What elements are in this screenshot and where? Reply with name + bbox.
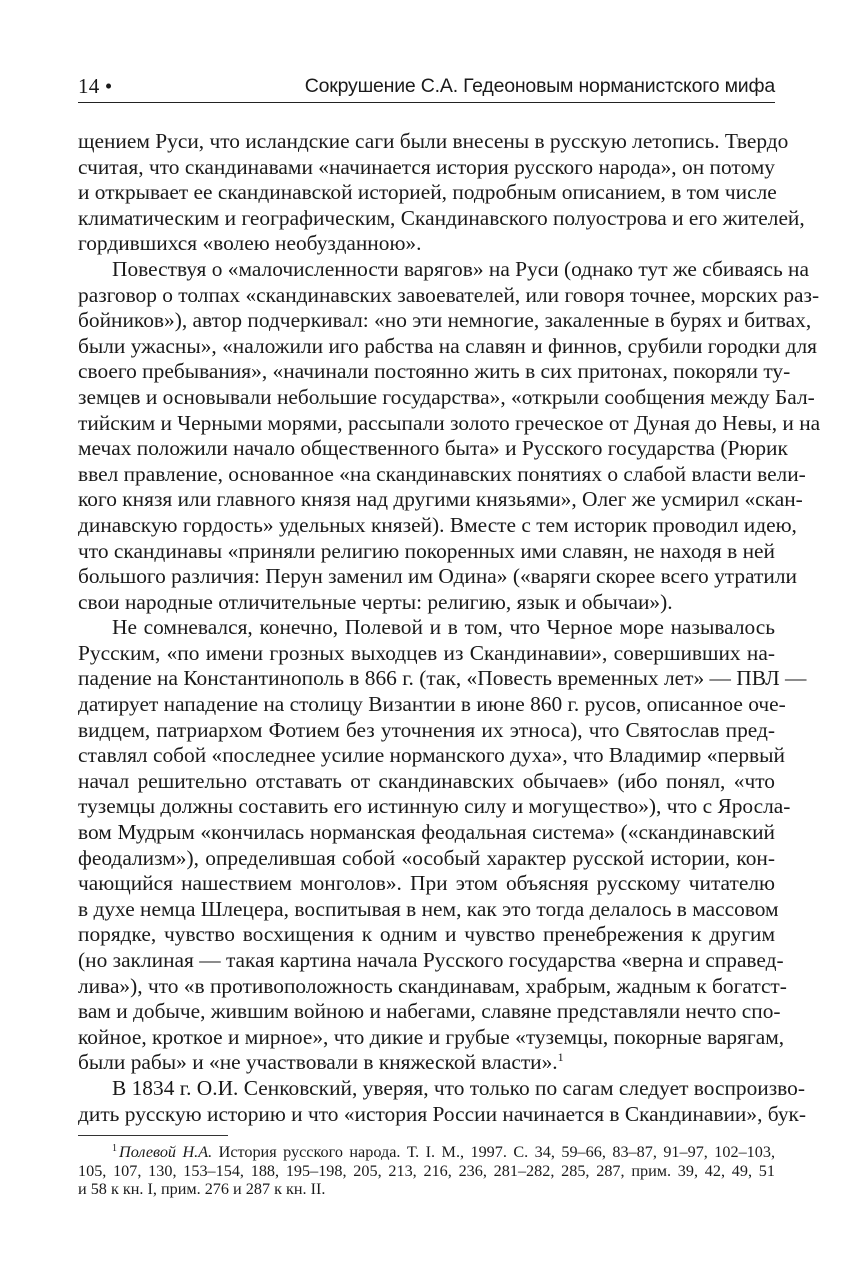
text-line: разговор о толпах «скандинавских завоевателей, или говоря точнее, морских раз- bbox=[78, 282, 820, 307]
text-line: ставлял собой «последнее усилие норманского духа», что Владимир «первый bbox=[78, 743, 785, 768]
text-line: своего пребывания», «начинали постоянно жить в сих притонах, покоряли ту- bbox=[78, 359, 791, 384]
page-number: 14 • bbox=[78, 74, 113, 98]
text-line: туземцы должны составить его истинную силу и могущество»), что с Яросла- bbox=[78, 794, 791, 819]
text-line: вам и добыче, жившим войною и набегами, славяне представляли нечто спо- bbox=[78, 999, 781, 1024]
footnote-author: Полевой Н.А. bbox=[119, 1143, 213, 1161]
text-line: койное, кроткое и мирное», что дикие и грубые «туземцы, покорные варягам, bbox=[78, 1024, 785, 1049]
footnote-line: 105, 107, 130, 153–154, 188, 195–198, 205, 213, 216, 236, 281–282, 285, 287, прим. 39, 42, 49, 51 bbox=[78, 1161, 775, 1180]
text-line: чающийся нашествием монголов». При этом объясняя русскому читателю bbox=[78, 871, 775, 896]
text-line: В 1834 г. О.И. Сенковский, уверяя, что только по сагам следует воспроизво- bbox=[112, 1075, 805, 1100]
footnote-line bbox=[78, 1143, 775, 1162]
text-line: (но заклиная — такая картина начала Русского государства «верна и справед- bbox=[78, 948, 784, 972]
text-line: порядке, чувство восхищения к одним и чувство пренебрежения к другим bbox=[78, 922, 775, 947]
footnote bbox=[78, 1143, 775, 1199]
running-title: Сокрушение С.А. Гедеоновым норманистского мифа bbox=[304, 75, 775, 97]
main-text bbox=[78, 129, 821, 1127]
footnote-reference[interactable]: 1 bbox=[557, 1050, 564, 1065]
text-line: свои народные отличительные черты: религию, язык и обычаи»). bbox=[78, 589, 673, 614]
text-line: Русским, «по имени грозных выходцев из Скандинавии», совершивших на- bbox=[78, 640, 775, 665]
footnote-divider bbox=[78, 1135, 228, 1136]
text-line: в духе немца Шлецера, воспитывая в нем, как это тогда делалось в массовом bbox=[78, 896, 779, 921]
text-line: мечах положили начало общественного быта» и Русского государства (Рюрик bbox=[78, 436, 788, 461]
paragraph-1 bbox=[78, 129, 805, 257]
text-line: лива»), что «в противоположность скандинавам, храбрым, жадным к богатст- bbox=[78, 973, 787, 998]
text-line: начал решительно отставать от скандинавских обычаев» (ибо понял, «что bbox=[78, 768, 775, 793]
text-line: климатическим и географическим, Скандинавского полуострова и его жителей, bbox=[78, 205, 805, 230]
text-line: считая, что скандинавами «начинается история русского народа», он потому bbox=[78, 154, 775, 179]
text-line: Не сомневался, конечно, Полевой и в том, что Черное море называлось bbox=[112, 615, 775, 640]
text-line: что скандинавы «приняли религию покоренных ими славян, не находя в ней bbox=[78, 538, 775, 563]
footnote-marker: 1 bbox=[112, 1143, 117, 1154]
text-line: вом Мудрым «кончилась норманская феодальная система» («скандинавский bbox=[78, 820, 775, 845]
text-line-with-footnote bbox=[78, 1050, 775, 1076]
text-line: ввел правление, основанное «на скандинавских понятиях о слабой власти вели- bbox=[78, 461, 806, 486]
paragraph-4 bbox=[78, 1075, 807, 1127]
paragraph-3 bbox=[78, 615, 807, 1076]
footnote-line: и 58 к кн. I, прим. 276 и 287 к кн. II. bbox=[78, 1180, 326, 1199]
paragraph-2 bbox=[78, 256, 821, 615]
text-line: видцем, патриархом Фотием без уточнения их этноса), что Святослав пред- bbox=[78, 717, 775, 742]
text-line: датирует нападение на столицу Византии в июне 860 г. русов, описанное оче- bbox=[78, 692, 786, 717]
text-line: бойников»), автор подчеркивал: «но эти немногие, закаленные в бурях и битвах, bbox=[78, 308, 812, 333]
text-line: и открывает ее скандинавской историей, подробным описанием, в том числе bbox=[78, 180, 777, 205]
text-line: кого князя или главного князя над другими князьями», Олег же усмирил «скан- bbox=[78, 487, 803, 512]
running-header bbox=[78, 72, 775, 103]
text-line: были ужасны», «наложили иго рабства на славян и финнов, срубили городки для bbox=[78, 333, 817, 358]
text-line: динавскую гордость» удельных князей). Вместе с тем историк проводил идею, bbox=[78, 512, 797, 537]
text-line: большого различия: Перун заменил им Одина» («варяги скорее всего утратили bbox=[78, 564, 797, 589]
text-line: феодализм»), определившая собой «особый характер русской истории, кон- bbox=[78, 845, 775, 870]
text-line: щением Руси, что исландские саги были внесены в русскую летопись. Твердо bbox=[78, 129, 789, 153]
text-line: дить русскую историю и что «история России начинается в Скандинавии», бук- bbox=[78, 1101, 807, 1126]
footnote-citation: История русского народа. Т. I. М., 1997. С. 34, 59–66, 83–87, 91–97, 102–103, bbox=[212, 1143, 775, 1161]
text-line: Повествуя о «малочисленности варягов» на Руси (однако тут же сбиваясь на bbox=[112, 256, 810, 281]
text-line: падение на Константинополь в 866 г. (так, «Повесть временных лет» — ПВЛ — bbox=[78, 666, 807, 691]
text-line: гордившихся «волею необузданною». bbox=[78, 231, 422, 256]
text-line: были рабы» и «не участвовали в княжеской власти». bbox=[78, 1050, 558, 1075]
text-line: тийским и Черными морями, рассыпали золото греческое от Дуная до Невы, и на bbox=[78, 410, 821, 435]
text-line: земцев и основывали небольшие государства», «открыли сообщения между Бал- bbox=[78, 384, 815, 409]
